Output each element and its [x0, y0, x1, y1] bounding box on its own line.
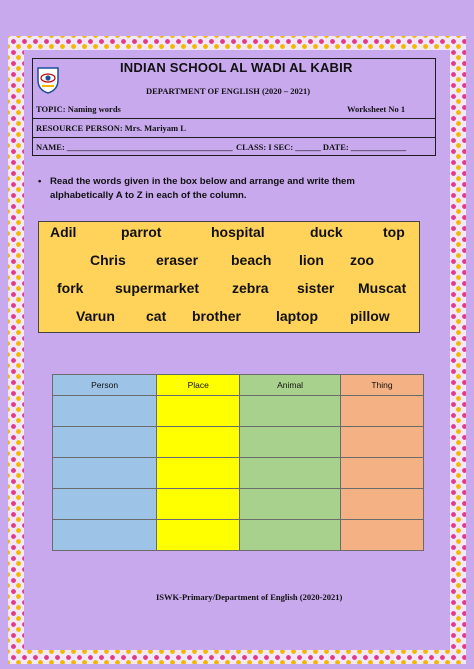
- word-item: fork: [57, 280, 84, 296]
- word-item: pillow: [350, 308, 390, 324]
- column-header-animal: Animal: [240, 375, 341, 396]
- school-name: INDIAN SCHOOL AL WADI AL KABIR: [120, 60, 353, 75]
- word-item: sister: [297, 280, 335, 296]
- word-item: supermarket: [115, 280, 200, 296]
- answer-cell[interactable]: [340, 396, 423, 427]
- word-item: Adil: [50, 224, 77, 240]
- instruction-label: Read the words given in the box below and arrange and write them alphabetically A to Z in each of the column.: [50, 176, 355, 201]
- instruction-text: [38, 175, 410, 203]
- answer-cell[interactable]: [240, 458, 341, 489]
- name-field[interactable]: NAME: _______________________________________: [36, 142, 233, 152]
- header-divider: [32, 137, 436, 138]
- word-item: Muscat: [358, 280, 407, 296]
- sorting-table: [52, 374, 424, 551]
- school-crest-icon: [36, 66, 60, 94]
- answer-cell[interactable]: [157, 458, 240, 489]
- worksheet-number: Worksheet No 1: [347, 104, 406, 114]
- word-item: cat: [146, 308, 167, 324]
- table-row: [53, 427, 424, 458]
- answer-cell[interactable]: [240, 427, 341, 458]
- word-item: lion: [299, 252, 324, 268]
- table-header-row: [53, 375, 424, 396]
- department-title: DEPARTMENT OF ENGLISH (2020 – 2021): [146, 86, 311, 96]
- word-item: top: [383, 224, 405, 240]
- answer-cell[interactable]: [340, 520, 423, 551]
- column-header-thing: Thing: [340, 375, 423, 396]
- word-item: brother: [192, 308, 241, 324]
- resource-person: RESOURCE PERSON: Mrs. Mariyam L: [36, 123, 186, 133]
- answer-cell[interactable]: [240, 396, 341, 427]
- answer-cell[interactable]: [53, 489, 157, 520]
- word-item: Varun: [76, 308, 115, 324]
- word-item: eraser: [156, 252, 199, 268]
- class-date-field[interactable]: CLASS: I SEC: ______ DATE: _____________: [236, 142, 407, 152]
- answer-cell[interactable]: [340, 427, 423, 458]
- answer-cell[interactable]: [240, 489, 341, 520]
- page-footer: ISWK-Primary/Department of English (2020-2021): [156, 592, 343, 602]
- answer-cell[interactable]: [157, 489, 240, 520]
- bullet-icon: •: [38, 176, 42, 187]
- answer-cell[interactable]: [157, 427, 240, 458]
- answer-cell[interactable]: [157, 396, 240, 427]
- answer-cell[interactable]: [340, 489, 423, 520]
- answer-cell[interactable]: [157, 520, 240, 551]
- word-item: zebra: [232, 280, 269, 296]
- table-row: [53, 520, 424, 551]
- table-row: [53, 489, 424, 520]
- answer-cell[interactable]: [53, 396, 157, 427]
- answer-cell[interactable]: [53, 520, 157, 551]
- column-header-place: Place: [157, 375, 240, 396]
- answer-cell[interactable]: [53, 427, 157, 458]
- word-item: Chris: [90, 252, 126, 268]
- word-item: laptop: [276, 308, 318, 324]
- table-row: [53, 458, 424, 489]
- word-item: duck: [310, 224, 343, 240]
- answer-cell[interactable]: [53, 458, 157, 489]
- column-header-person: Person: [53, 375, 157, 396]
- answer-cell[interactable]: [240, 520, 341, 551]
- answer-cell[interactable]: [340, 458, 423, 489]
- topic-label: TOPIC: Naming words: [36, 104, 121, 114]
- header-divider: [32, 118, 436, 119]
- word-item: beach: [231, 252, 272, 268]
- table-row: [53, 396, 424, 427]
- word-item: hospital: [211, 224, 265, 240]
- word-item: zoo: [350, 252, 375, 268]
- word-item: parrot: [121, 224, 162, 240]
